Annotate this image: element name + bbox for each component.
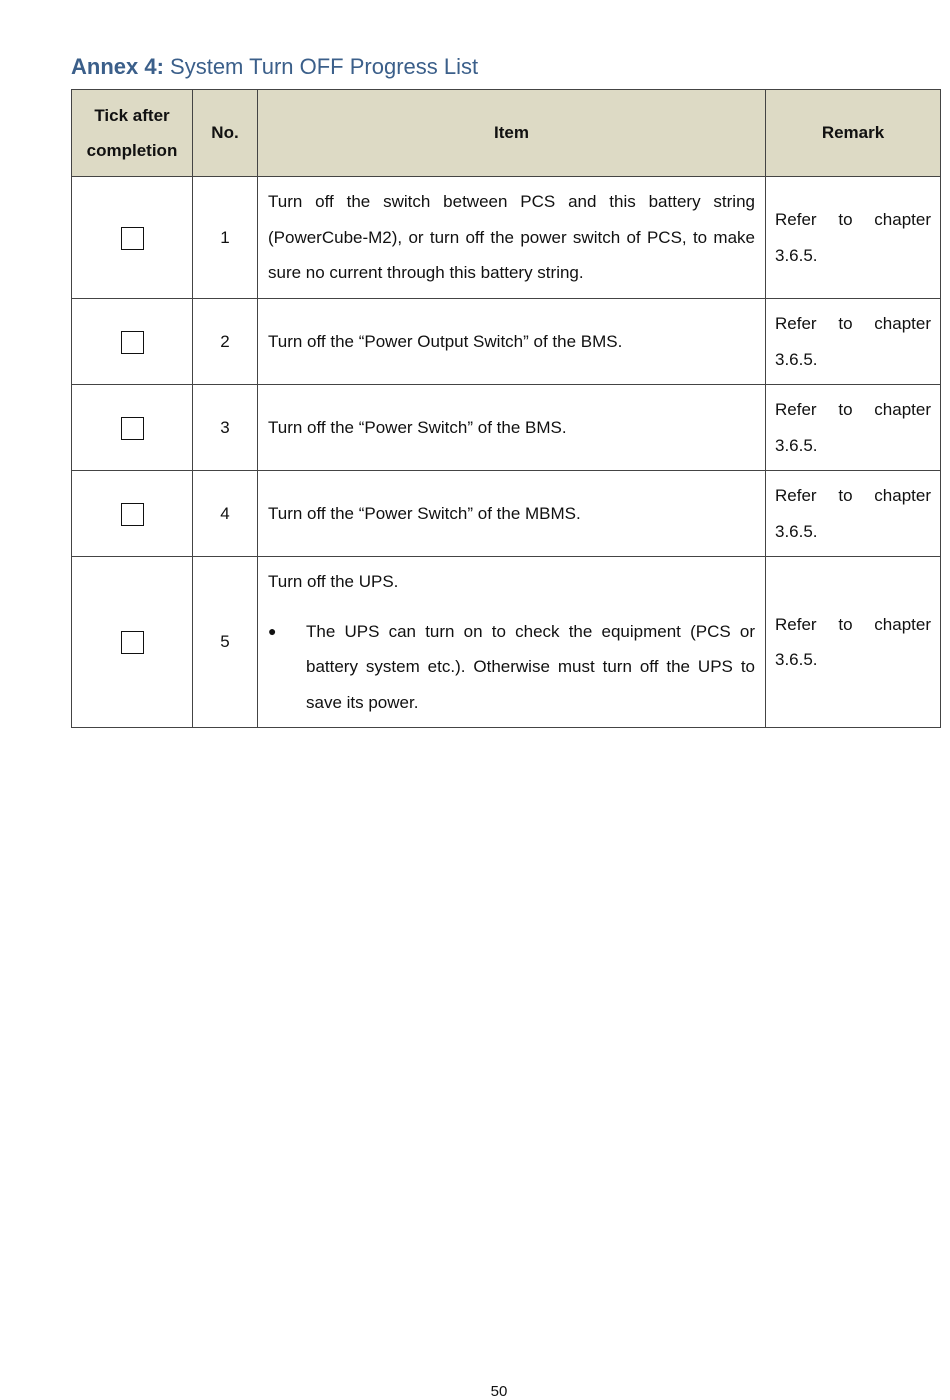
table-row (72, 557, 941, 728)
annex-heading-text: System Turn OFF Progress List (163, 54, 479, 79)
header-remark: Remark (766, 90, 941, 177)
progress-table (71, 89, 941, 728)
item-main-text: Turn off the UPS. (268, 572, 399, 591)
completion-checkbox[interactable] (121, 417, 144, 440)
header-tick: Tick after completion (72, 90, 193, 177)
item-text: Turn off the “Power Switch” of the BMS. (258, 385, 766, 471)
row-number: 3 (193, 385, 258, 471)
item-text: Turn off the switch between PCS and this battery string (PowerCube-M2), or turn off the power switch of PCS, to make sure no current through this battery string. (258, 177, 766, 299)
page-number: 50 (490, 1383, 508, 1400)
table-row (72, 385, 941, 471)
table-row (72, 471, 941, 557)
header-no: No. (193, 90, 258, 177)
row-number: 1 (193, 177, 258, 299)
remark-text: Refer to chapter 3.6.5. (766, 557, 941, 728)
item-text (258, 557, 766, 728)
row-number: 2 (193, 299, 258, 385)
remark-text: Refer to chapter 3.6.5. (766, 299, 941, 385)
remark-text: Refer to chapter 3.6.5. (766, 471, 941, 557)
row-number: 5 (193, 557, 258, 728)
remark-text: Refer to chapter 3.6.5. (766, 177, 941, 299)
row-number: 4 (193, 471, 258, 557)
item-text: Turn off the “Power Output Switch” of the BMS. (258, 299, 766, 385)
item-text: Turn off the “Power Switch” of the MBMS. (258, 471, 766, 557)
table-row (72, 177, 941, 299)
table-row (72, 299, 941, 385)
annex-label: Annex 4: (71, 54, 164, 79)
header-item: Item (258, 90, 766, 177)
bullet-item (268, 614, 755, 721)
completion-checkbox[interactable] (121, 227, 144, 250)
table-header-row (72, 90, 941, 177)
annex-title (71, 54, 478, 80)
bullet-icon: ● (268, 622, 277, 639)
remark-text: Refer to chapter 3.6.5. (766, 385, 941, 471)
bullet-text: The UPS can turn on to check the equipment (PCS or battery system etc.). Otherwise must turn off the UPS to save its power. (306, 621, 755, 712)
completion-checkbox[interactable] (121, 631, 144, 654)
completion-checkbox[interactable] (121, 503, 144, 526)
completion-checkbox[interactable] (121, 331, 144, 354)
